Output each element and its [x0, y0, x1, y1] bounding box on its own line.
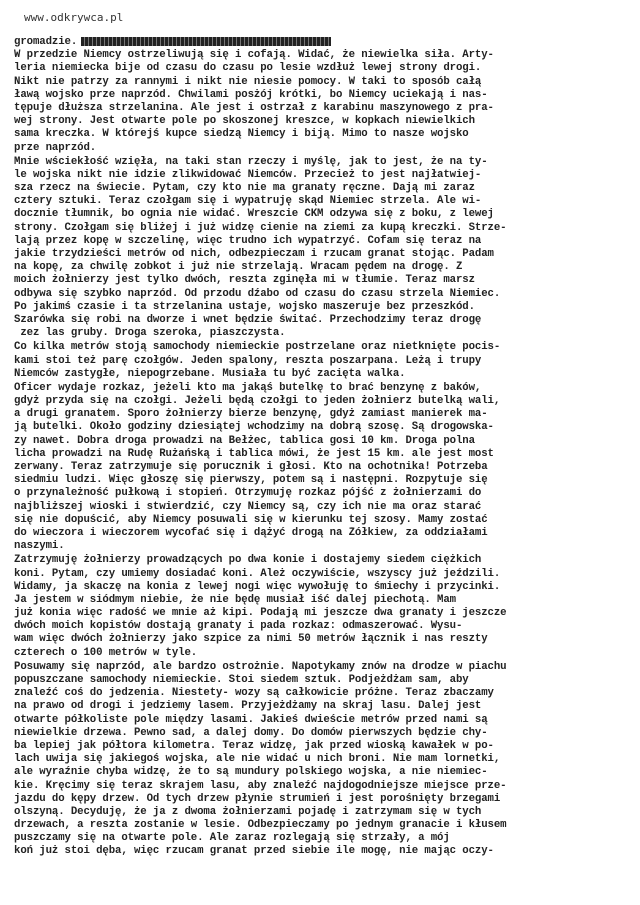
text-line: moich żołnierzy jest tylko dwóch, reszta zginęła mi w tłumie. Teraz marsz: [14, 274, 475, 287]
site-watermark: www.odkrywca.pl: [24, 11, 124, 24]
text-line: zy nawet. Dobra droga prowadzi na Bełżec, tablica gosi 10 km. Droga polna: [14, 434, 475, 447]
text-line: Zatrzymuję żołnierzy prowadzących po dwa konie i dostajemy siedem ciężkich: [14, 554, 482, 567]
text-line: wej strony. Jest otwarte pole po skoszonej kreszce, w kopkach niewielkich: [14, 115, 475, 128]
text-line: jazdu do kępy drzew. Od tych drzew płynie strumień i jest porośnięty brzegami: [14, 792, 501, 805]
text-line: puszczamy się na otwarte pole. Ale zaraz rozlegają się strzały, a mój: [14, 832, 450, 845]
text-line: Widamy, ja skaczę na konia z lewej nogi więc wywołuję to śmiechy i przycinki.: [14, 580, 501, 593]
text-line: sama kreczka. W którejś kupce siedzą Niemcy i biją. Mimo to nasze wojsko: [14, 128, 469, 141]
text-line: Co kilka metrów stoją samochody niemieckie postrzelane oraz nietknięte pocis-: [14, 341, 501, 354]
text-line: drzewach, a reszta zostanie w lesie. Odbezpieczamy po jednym granacie i kłusem: [14, 819, 507, 832]
paragraph: [14, 341, 634, 381]
text-line: kie. Kręcimy się teraz skrajem lasu, aby znaleźć najdogodniejsze miejsce prze-: [14, 779, 507, 792]
text-line: do wieczora i wieczorem wycofać się i dążyć drogą na Żółkiew, za oddziałami: [14, 526, 488, 539]
text-line: Niemców zastygłe, niepogrzebane. Musiała tu być zacięta walka.: [14, 367, 406, 380]
text-line: naszymi.: [14, 540, 65, 553]
text-line: najbliższej wioski i stwierdzić, czy Niemcy są, czy ich nie ma oraz starać: [14, 500, 482, 513]
text-line: koni. Pytam, czy umiemy dosiadać koni. Ależ oczywiście, wszyscy już jeździli.: [14, 567, 501, 580]
text-line: gdyż przyda się na czołgi. Jeżeli będą czołgi to jeden żołnierz butelką wali,: [14, 395, 501, 408]
paragraph: [14, 382, 634, 553]
text-line: już konia więc radość we mnie aż kipi. Podają mi jeszcze dwa granaty i jeszcze: [14, 607, 507, 620]
text-line: gromadzie.: [14, 36, 634, 49]
text-line: zez las gruby. Droga szeroka, piaszczysta.: [14, 327, 286, 340]
text-line: znaleźć coś do jedzenia. Niestety- wozy są całkowicie próżne. Teraz zbaczamy: [14, 687, 494, 700]
text-line: Ja jestem w siódmym niebie, że nie będę musiał iść dalej piechotą. Mam: [14, 593, 456, 606]
text-line: ławą wojsko prze naprzód. Chwilami posżój krótki, bo Niemcy uciekają i nas-: [14, 88, 488, 101]
text-line: niewielkie drzewa. Pewno sad, a dalej domy. Do domów pierwszych będzie chy-: [14, 726, 488, 739]
text-line: odbywa się szybko naprzód. Od przodu dźabo od czasu do czasu strzela Niemiec.: [14, 287, 501, 300]
text-line: Nikt nie patrzy za rannymi i nikt nie niesie pomocy. W taki to sposób całą: [14, 75, 482, 88]
text-line: cztery sztuki. Teraz czołgam się i wypatruję skąd Niemiec strzela. Ale wi-: [14, 195, 482, 208]
text-line: Szarówka się robi na dworze i wnet będzie świtać. Przechodzimy teraz drogę: [14, 313, 482, 326]
text-line: ba lepiej jak półtora kilometra. Teraz widzę, jak przed wioską kawałek w po-: [14, 739, 494, 752]
text-line: Mnie wściekłość wzięła, na taki stan rzeczy i myślę, jak to jest, że na ty-: [14, 155, 488, 168]
text-line: olszyną. Decyduję, że ja z dwoma żołnierzami pojadę i zatrzymam się w tych: [14, 805, 482, 818]
text-line: jakie trzydzieści metrów od nich, odbezpieczam i rzucam granat stojąc. Padam: [14, 248, 494, 260]
text-line: Po jakimś czasie i ta strzelanina ustaje, wojsko maszeruje bez przeszkód.: [14, 300, 475, 313]
text-line: kami stoi też parę czołgów. Jeden spalony, reszta poszarpana. Leżą i trupy: [14, 354, 482, 367]
text-line: lach uwija się jakiegoś wojska, ale nie widać u nich broni. Nie mam lornetki,: [14, 753, 501, 766]
text-line: prze naprzód.: [14, 141, 97, 154]
text-line: ją butelki. Około godziny dziesiątej wchodzimy na dobrą szosę. Są drogowska-: [14, 421, 494, 434]
text-line: popuszczane samochody niemieckie. Stoi siedem sztuk. Podjeżdżam sam, aby: [14, 674, 469, 686]
text-line: W przedzie Niemcy ostrzeliwują się i cofają. Widać, że niewielka siła. Arty-: [14, 49, 494, 62]
text-line: licha prowadzi na Rudę Rużańską i tablica mówi, że jest 15 km. ale jest most: [14, 447, 494, 460]
text-line: le wojska nikt nie idzie zlikwidować Niemców. Przecież to jest najłatwiej-: [14, 168, 482, 181]
text-line: lają przez kopę w szczelinę, więc trudno ich wypatrzyć. Cofam się teraz na: [14, 234, 482, 247]
text-line: czterech o 100 metrów w tyle.: [14, 646, 198, 659]
text-line: koń już stoi dęba, więc rzucam granat przed siebie ile mogę, nie mając oczy-: [14, 845, 494, 858]
text-line: a drugi granatem. Sporo żołnierzy bierze benzynę, gdyż zamiast manierek ma-: [14, 408, 488, 421]
text-line: ale wyraźnie chyba widzę, że to są mundury polskiego wojska, a nie niemiec-: [14, 766, 488, 779]
text-line: na prawo od drogi i jedziemy lasem. Przyjeżdżamy na skraj lasu. Dalej jest: [14, 700, 482, 713]
paragraph: [14, 661, 634, 859]
text-line: siedmiu ludzi. Więc głoszę się pierwszy, potem są i następni. Rozpytuje się: [14, 474, 488, 487]
text-line: docznie tłumnik, bo ognia nie widać. Wreszcie CKM odzywa się z boku, z lewej: [14, 208, 494, 221]
paragraph: [14, 156, 634, 341]
text-line: wam więc dwóch żołnierzy jako szpice za nimi 50 metrów łącznik i nas reszty: [14, 633, 488, 646]
text-line: zerwany. Teraz zatrzymuje się porucznik i głosi. Kto na ochotnika! Potrzeba: [14, 461, 488, 473]
text-line: strony. Czołgam się bliżej i już widzę cienie na ziemi za kupą kreczki. Strze-: [14, 221, 507, 234]
text-line: o przynależność pułkową i stopień. Otrzymuję rozkaz pójść z żołnierzami do: [14, 487, 482, 500]
text-line: tępuje dłuższa strzelanina. Ale jest i ostrzał z karabinu maszynowego z pra-: [14, 101, 494, 114]
text-line: Oficer wydaje rozkaz, jeżeli kto ma jakąś butelkę to brać benzynę z baków,: [14, 381, 482, 394]
text-line: leria niemiecka bije od czasu do czasu po lesie wzdłuż lewej strony drogi.: [14, 62, 482, 75]
text-line: otwarte półkoliste pole między lasami. Jakieś dwieście metrów przed nami są: [14, 713, 488, 726]
typewritten-page: [14, 36, 634, 896]
paragraph: [14, 36, 634, 155]
text-line: na kopę, za chwilę zobkot i już nie strzelają. Wracam pędem na drogę. Z: [14, 261, 463, 274]
text-line: się nie dopuścić, aby Niemcy posuwali się w kierunku tej szosy. Mamy zostać: [14, 513, 488, 526]
text-line: dwóch moich kopistów dostają granaty i pada rozkaz: odmaszerować. Wysu-: [14, 620, 463, 633]
text-line: Posuwamy się naprzód, ale bardzo ostrożnie. Napotykamy znów na drodze w piachu: [14, 660, 507, 673]
struck-out-text: [81, 37, 331, 46]
text-line: sza rzecz na świecie. Pytam, czy kto nie ma granaty ręczne. Dają mi zaraz: [14, 182, 475, 195]
paragraph: [14, 554, 634, 660]
